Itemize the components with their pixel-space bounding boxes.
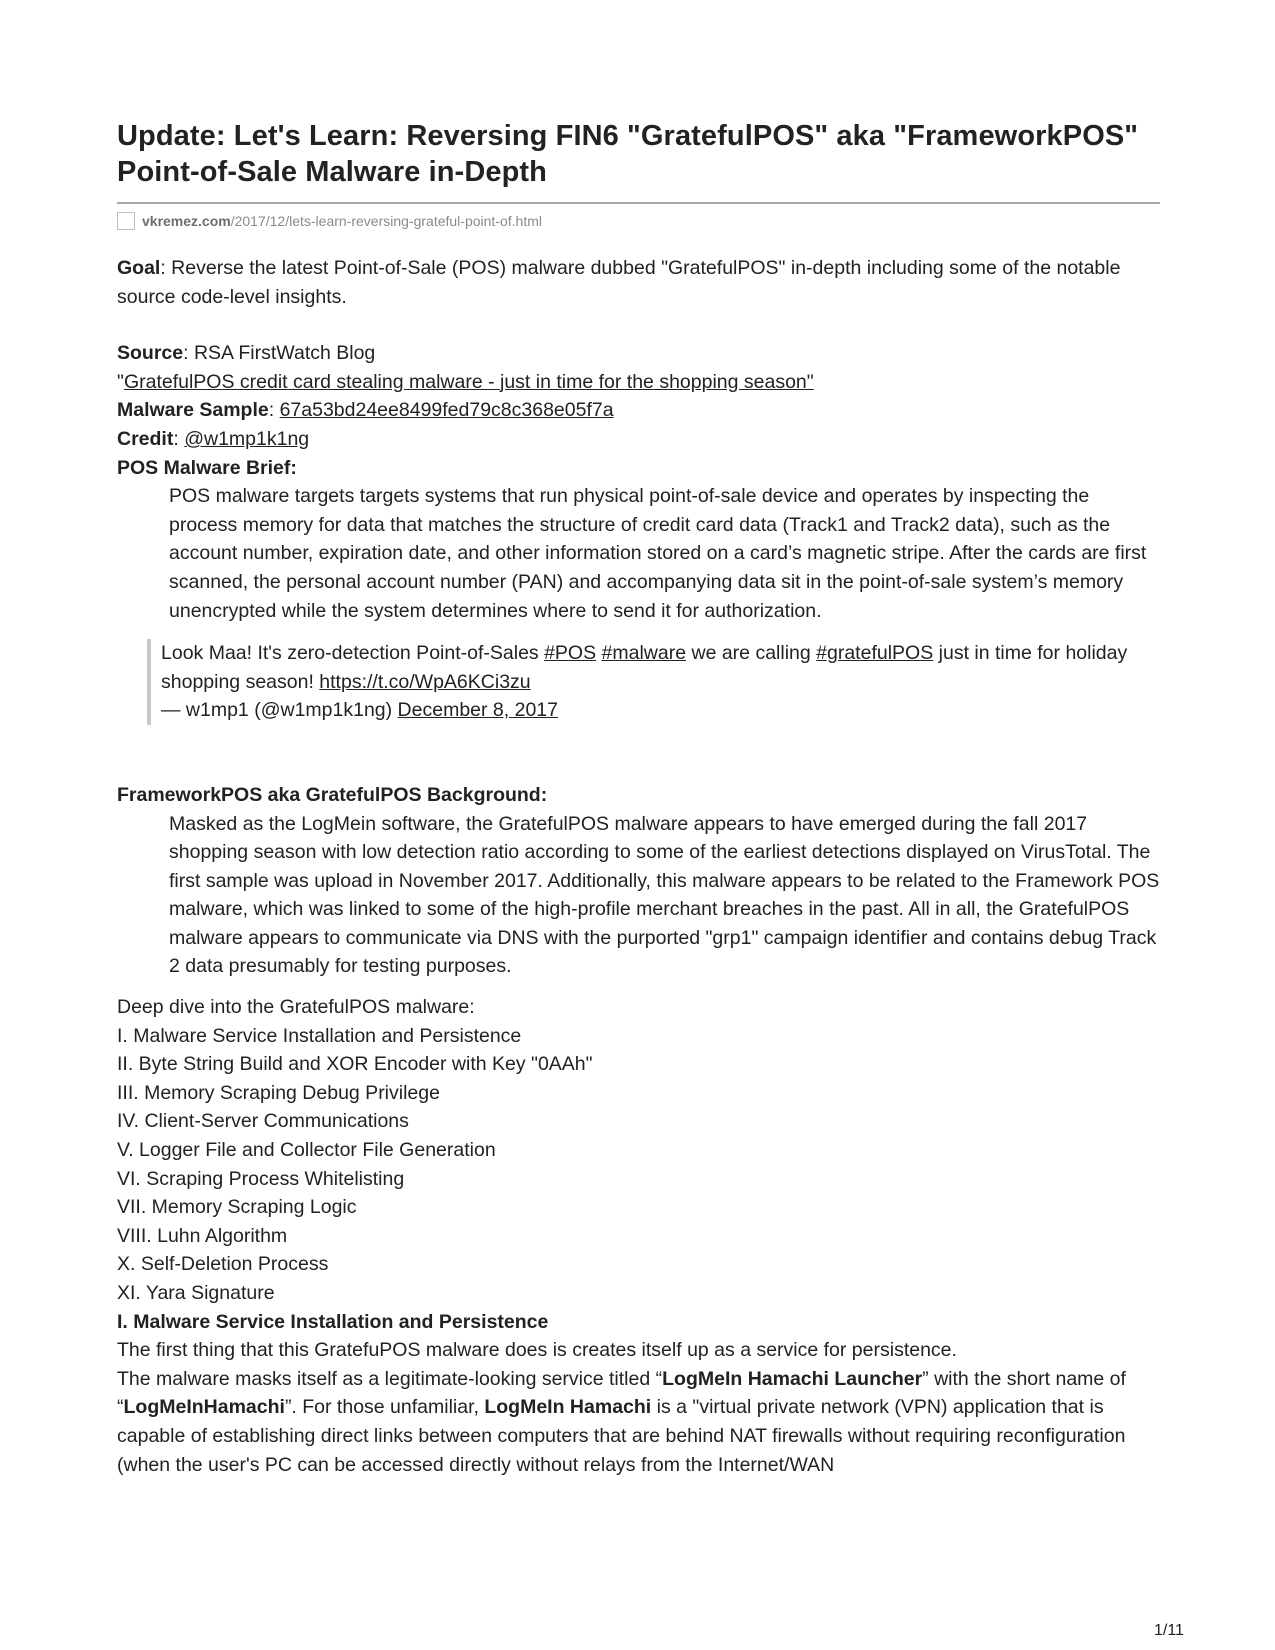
toc-item: X. Self-Deletion Process [117, 1253, 329, 1276]
tweet-author: — w1mp1 (@w1mp1k1ng) [161, 699, 398, 722]
article-link-2[interactable]: just in time for the shopping season" [500, 370, 814, 393]
section1-paragraph-2 [117, 1365, 1162, 1479]
tweet-text-2: we are calling [686, 642, 817, 665]
background-heading-text: FrameworkPOS aka GratefulPOS Background: [117, 783, 548, 806]
toc-item: IV. Client-Server Communications [117, 1110, 409, 1133]
tweet-date-link[interactable]: December 8, 2017 [397, 699, 558, 722]
page-title: Update: Let's Learn: Reversing FIN6 "GratefulPOS" aka "FrameworkPOS" Point-of-Sale Malware in-Depth [117, 120, 1139, 188]
s1-text-a: The malware masks itself as a legitimate-looking service titled “ [117, 1367, 663, 1390]
page-number: 1/11 [1154, 1622, 1184, 1639]
toc-intro: Deep dive into the GratefulPOS malware: [117, 996, 475, 1019]
article-body [117, 254, 1162, 1479]
background-text: Masked as the LogMein software, the GratefulPOS malware appears to have emerged during the fall 2017 shopping season with low detection ratio according to some of the earliest detections displayed on VirusTotal. The first sample was upload in November 2017. Additionally, this malware appears to be related to the Framework POS malware, which was linked to some of the high-profile merchant breaches in the past. All in all, the GratefulPOS malware appears to communicate via DNS with the purported "grp1" campaign identifier and contains debug Track 2 data presumably for testing purposes. [169, 812, 1160, 978]
s1-text-e: ”. For those unfamiliar, [284, 1396, 485, 1419]
sample-sep: : [268, 399, 280, 422]
hashtag-malware[interactable]: #malware [601, 642, 687, 665]
source-url[interactable] [117, 212, 1162, 230]
s1-bold-shortname: LogMeInHamachi [123, 1396, 285, 1419]
toc-item: I. Malware Service Installation and Persistence [117, 1024, 522, 1047]
hashtag-gratefulpos[interactable]: #gratefulPOS [816, 642, 934, 665]
title-divider [117, 202, 1160, 204]
s1-bold-product: LogMeIn Hamachi [484, 1396, 652, 1419]
source-domain: vkremez.com [142, 213, 231, 229]
article [117, 118, 1162, 1479]
tweet-url[interactable]: https://t.co/WpA6KCi3zu [319, 670, 531, 693]
toc-item: II. Byte String Build and XOR Encoder with Key "0AAh" [117, 1053, 593, 1076]
source-path: /2017/12/lets-learn-reversing-grateful-point-of.html [230, 213, 542, 229]
tweet-quote [147, 639, 1162, 725]
s1-text-g: is a "virtual private network (VPN) application that is capable of establishing direct links between computers that are behind NAT firewalls without requiring reconfiguration (when the user's PC can be accessed directly without relays from the Internet/WAN [117, 1396, 1126, 1476]
s1-text-c: ” with the short name of “ [117, 1367, 1126, 1419]
goal-label: Goal [117, 257, 161, 279]
background-heading [117, 781, 1162, 810]
credit-line [117, 425, 1162, 454]
toc-item: VI. Scraping Process Whitelisting [117, 1167, 405, 1190]
s1-bold-service: LogMeIn Hamachi Launcher [662, 1367, 923, 1390]
credit-label: Credit [117, 427, 174, 450]
quote-mark: " [117, 370, 124, 393]
goal-text: : Reverse the latest Point-of-Sale (POS) malware dubbed "GratefulPOS" in-depth including some of the notable source code-level insights. [117, 257, 1121, 308]
sample-hash-link[interactable]: 67a53bd24ee8499fed79c8c368e05f7a [279, 399, 614, 422]
section1-heading [117, 1308, 1162, 1337]
article-link-line [117, 368, 1162, 397]
toc-item: VIII. Luhn Algorithm [117, 1224, 288, 1247]
toc-item: III. Memory Scraping Debug Privilege [117, 1081, 440, 1104]
toc-item: V. Logger File and Collector File Generation [117, 1139, 496, 1162]
toc-item: XI. Yara Signature [117, 1282, 275, 1304]
tweet-text: Look Maa! It's zero-detection Point-of-Sales [161, 642, 545, 665]
source-text: : RSA FirstWatch Blog [183, 342, 376, 365]
sample-line [117, 396, 1162, 425]
brief-text: POS malware targets targets systems that run physical point-of-sale device and operates by inspecting the process memory for data that matches the structure of credit card data (Track1 and Track2 data), such as the account number, expiration date, and other information stored on a card’s magnetic stripe. After the cards are first scanned, the personal account number (PAN) and accompanying data sit in the point-of-sale system’s memory unencrypted while the system determines where to send it for authorization. [169, 485, 1147, 622]
tweet-text-3: just in time for holiday shopping season! [161, 642, 1128, 693]
brief-heading-text: POS Malware Brief: [117, 456, 297, 479]
credit-sep: : [173, 427, 185, 450]
credit-link[interactable]: @w1mp1k1ng [184, 427, 310, 450]
toc-item: VII. Memory Scraping Logic [117, 1196, 357, 1219]
favicon-icon [117, 212, 135, 230]
goal-paragraph [117, 254, 1162, 311]
sample-label: Malware Sample [117, 399, 269, 422]
section1-paragraph-1: The first thing that this GratefuPOS malware does is creates itself up as a service for persistence. [117, 1339, 957, 1362]
section1-heading-text: I. Malware Service Installation and Persistence [117, 1310, 549, 1333]
source-label: Source [117, 342, 184, 365]
source-line [117, 339, 1162, 368]
hashtag-pos[interactable]: #POS [544, 642, 597, 665]
article-link[interactable]: GratefulPOS credit card stealing malware - [123, 370, 500, 393]
brief-heading [117, 454, 1162, 483]
